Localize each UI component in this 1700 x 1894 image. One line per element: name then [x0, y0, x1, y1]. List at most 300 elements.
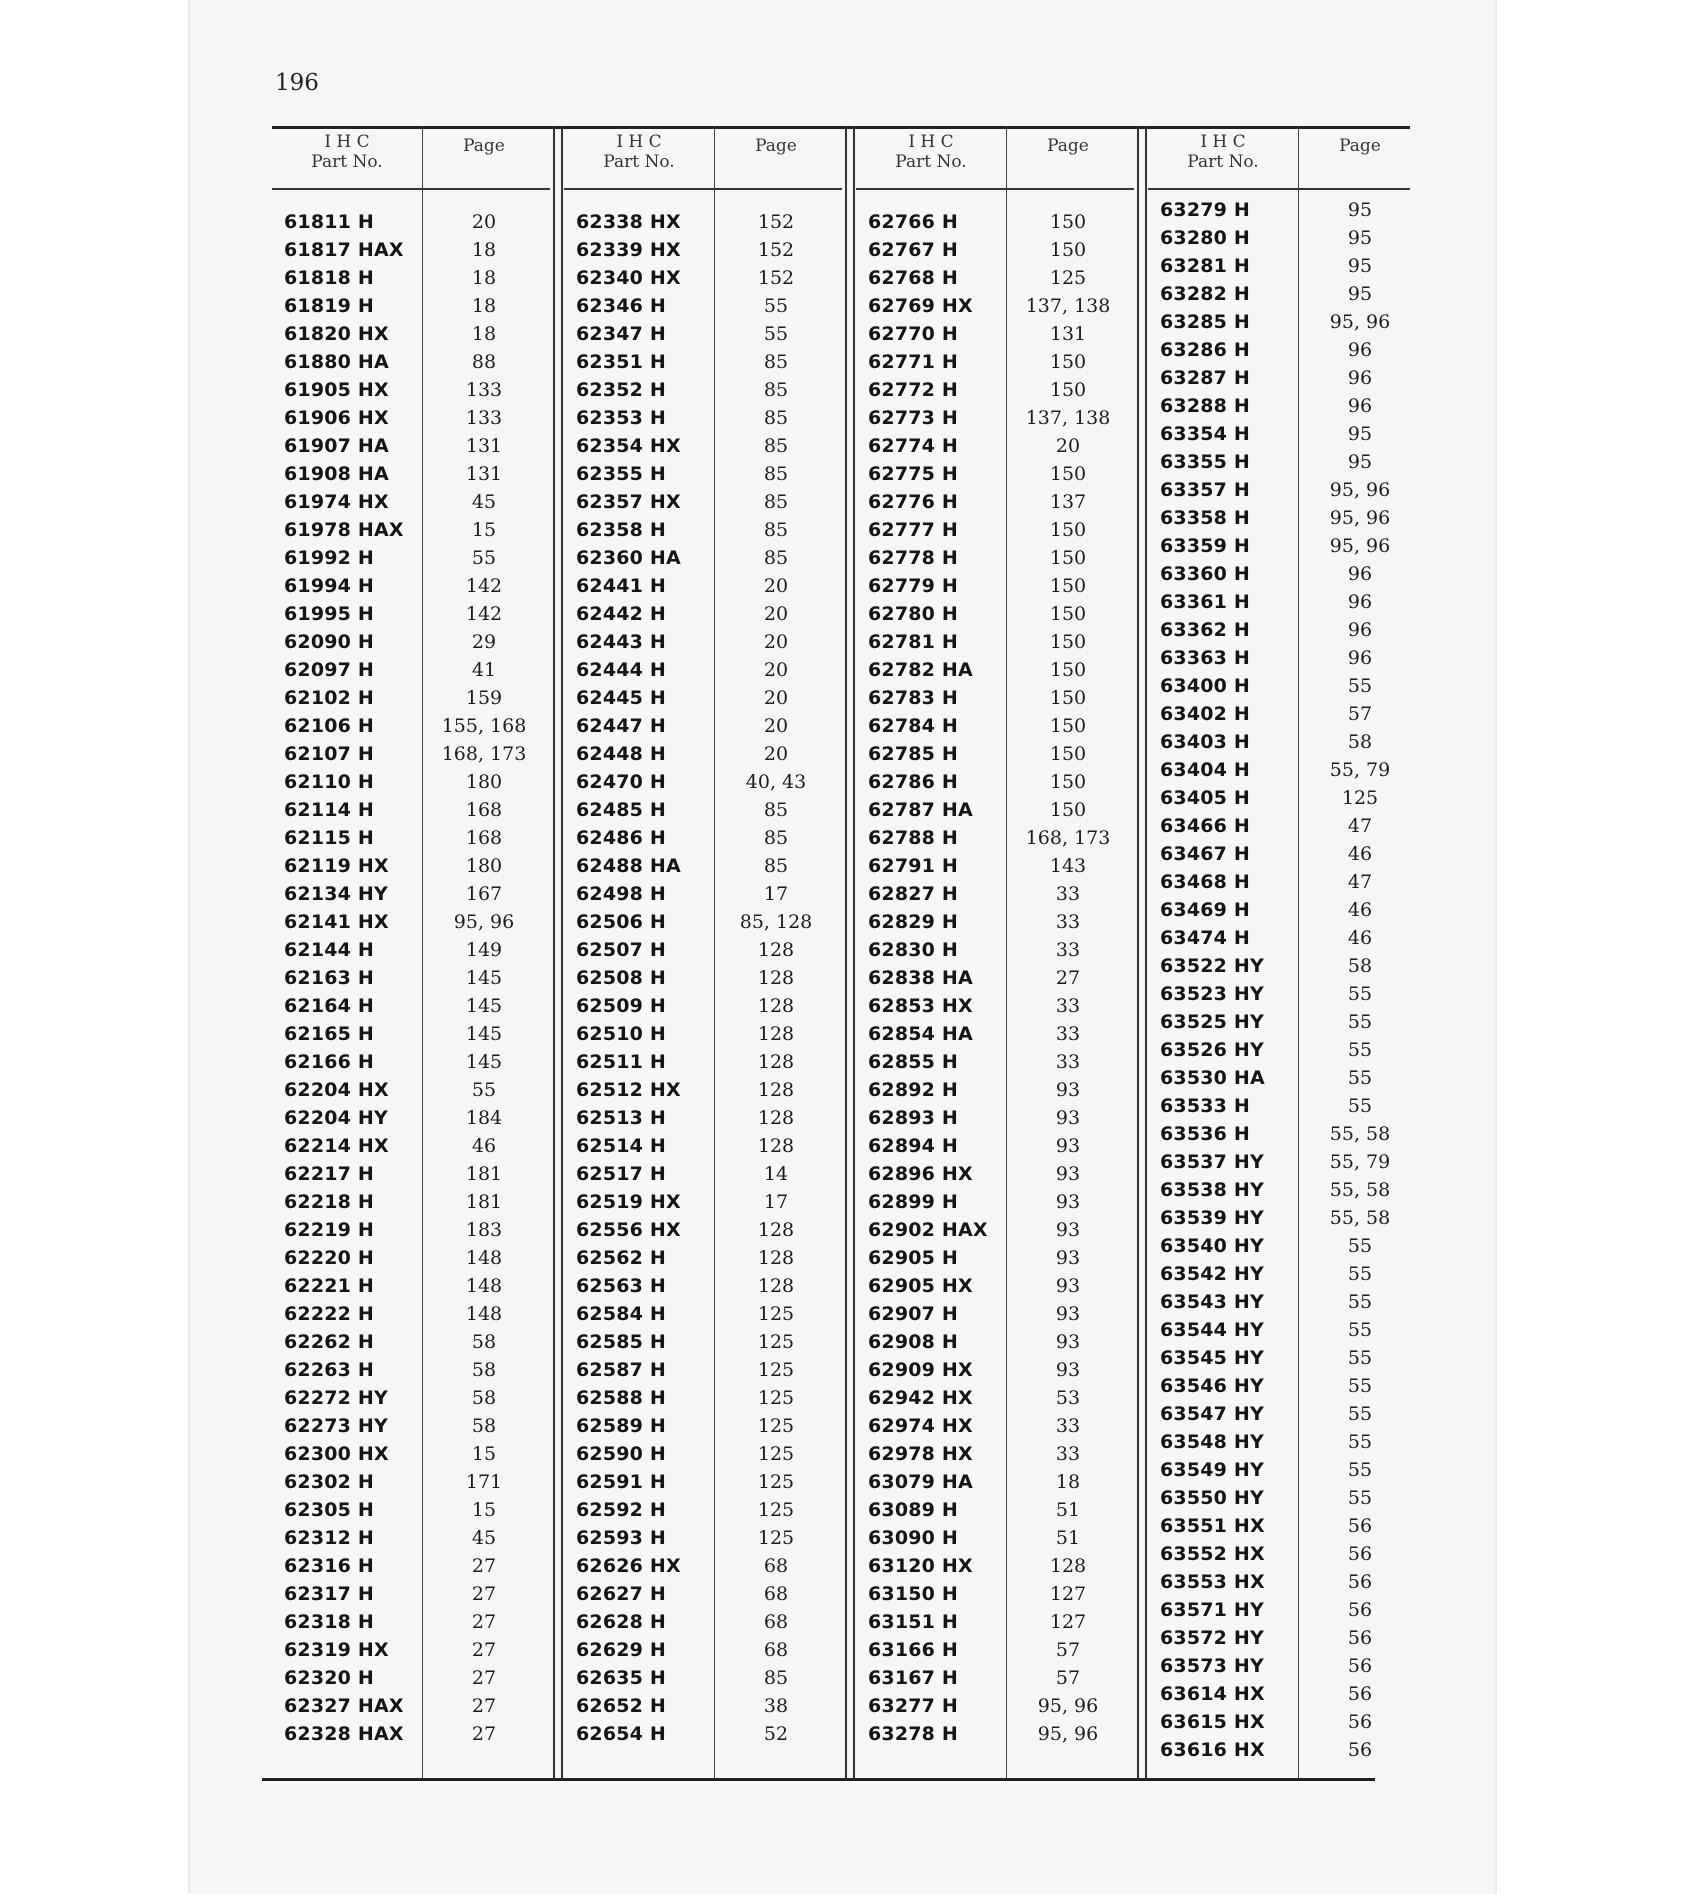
part-number: 62355 H [576, 463, 667, 485]
page-reference: 55 [1347, 983, 1373, 1005]
table-row [272, 236, 550, 264]
part-number: 63151 H [868, 1611, 959, 1633]
part-number: 62896 HX [868, 1163, 973, 1185]
table-row [272, 712, 550, 740]
column-header [856, 126, 1134, 190]
page-reference: 47 [1347, 815, 1373, 837]
page-reference: 133 [465, 407, 503, 429]
page-reference: 33 [1055, 939, 1081, 961]
page-reference: 56 [1347, 1571, 1373, 1593]
table-row [272, 1664, 550, 1692]
page-reference: 127 [1049, 1611, 1087, 1633]
page-reference: 142 [465, 603, 503, 625]
part-number: 63539 HY [1160, 1207, 1264, 1229]
table-row [856, 1048, 1134, 1076]
page-reference: 95, 96 [1329, 535, 1391, 557]
table-row [856, 1636, 1134, 1664]
part-number: 62214 HX [284, 1135, 389, 1157]
table-row [272, 1076, 550, 1104]
page-reference: 85 [763, 547, 789, 569]
page-reference: 55 [1347, 1431, 1373, 1453]
part-number: 62626 HX [576, 1555, 681, 1577]
page-reference: 155, 168 [441, 715, 527, 737]
part-number: 61817 HAX [284, 239, 404, 261]
part-number: 62786 H [868, 771, 959, 793]
page-reference: 95, 96 [453, 911, 515, 933]
table-row [272, 544, 550, 572]
part-number: 62517 H [576, 1163, 667, 1185]
part-number: 62144 H [284, 939, 375, 961]
table-row [856, 712, 1134, 740]
part-number: 63614 HX [1160, 1683, 1265, 1705]
part-number: 62593 H [576, 1527, 667, 1549]
part-number: 63278 H [868, 1723, 959, 1745]
page-reference: 29 [471, 631, 497, 653]
page-reference: 128 [1049, 1555, 1087, 1577]
part-number: 62134 HY [284, 883, 388, 905]
page-reference: 145 [465, 967, 503, 989]
page-reference: 128 [757, 1135, 795, 1157]
page-reference: 33 [1055, 1051, 1081, 1073]
page-reference: 41 [471, 659, 497, 681]
table-row [1148, 896, 1410, 924]
part-number: 62629 H [576, 1639, 667, 1661]
table-row [1148, 980, 1410, 1008]
table-row [272, 264, 550, 292]
page-reference: 17 [763, 883, 789, 905]
block-separator [553, 126, 563, 1778]
table-row [564, 1132, 842, 1160]
part-number: 62654 H [576, 1723, 667, 1745]
part-number: 62354 HX [576, 435, 681, 457]
page-header: Page [1339, 136, 1381, 156]
part-number: 63150 H [868, 1583, 959, 1605]
table-row [272, 992, 550, 1020]
table-row [564, 936, 842, 964]
part-number: 62444 H [576, 659, 667, 681]
table-row [1148, 448, 1410, 476]
part-number: 63549 HY [1160, 1459, 1264, 1481]
page-reference: 125 [757, 1471, 795, 1493]
part-number: 62327 HAX [284, 1695, 404, 1717]
part-number: 62509 H [576, 995, 667, 1017]
table-row [272, 1188, 550, 1216]
table-row [272, 600, 550, 628]
table-row [272, 1440, 550, 1468]
part-number: 62300 HX [284, 1443, 389, 1465]
part-number: 62320 H [284, 1667, 375, 1689]
page-reference: 150 [1049, 547, 1087, 569]
page-reference: 95 [1347, 423, 1373, 445]
page-reference: 68 [763, 1583, 789, 1605]
part-number: 62855 H [868, 1051, 959, 1073]
header-ihc: I H C [1200, 132, 1246, 152]
table-row [272, 488, 550, 516]
table-row [856, 1580, 1134, 1608]
part-number: 62512 HX [576, 1079, 681, 1101]
table-row [1148, 1232, 1410, 1260]
page-reference: 47 [1347, 871, 1373, 893]
table-row [856, 292, 1134, 320]
part-number: 62357 HX [576, 491, 681, 513]
part-number: 62110 H [284, 771, 375, 793]
table-row [856, 1076, 1134, 1104]
page-reference: 55 [1347, 1459, 1373, 1481]
part-number: 62217 H [284, 1163, 375, 1185]
column-header [272, 126, 550, 190]
table-row [1148, 364, 1410, 392]
part-number: 63548 HY [1160, 1431, 1264, 1453]
page-reference: 27 [471, 1639, 497, 1661]
table-row [856, 264, 1134, 292]
part-number: 62508 H [576, 967, 667, 989]
part-number: 61880 HA [284, 351, 389, 373]
table-row [1148, 840, 1410, 868]
part-number: 62974 HX [868, 1415, 973, 1437]
page-reference: 85 [763, 799, 789, 821]
table-row [1148, 420, 1410, 448]
table-row [272, 1552, 550, 1580]
page-reference: 27 [471, 1667, 497, 1689]
part-no-header [564, 132, 714, 172]
part-number: 62784 H [868, 715, 959, 737]
page-reference: 137, 138 [1025, 295, 1111, 317]
page-reference: 55 [1347, 1319, 1373, 1341]
header-ihc: I H C [908, 132, 954, 152]
table-row [564, 1188, 842, 1216]
table-row [564, 1524, 842, 1552]
page-reference: 95 [1347, 199, 1373, 221]
table-row [272, 1132, 550, 1160]
part-no-header [1148, 132, 1298, 172]
page-reference: 58 [471, 1331, 497, 1353]
table-row [856, 852, 1134, 880]
part-number: 62219 H [284, 1219, 375, 1241]
part-number: 62519 HX [576, 1191, 681, 1213]
page-reference: 150 [1049, 351, 1087, 373]
table-row [856, 1244, 1134, 1272]
page-reference: 125 [757, 1331, 795, 1353]
table-row [1148, 1428, 1410, 1456]
part-number: 62588 H [576, 1387, 667, 1409]
table-row [1148, 252, 1410, 280]
page-reference: 33 [1055, 911, 1081, 933]
column-block-4 [1148, 126, 1410, 1778]
page-reference: 95, 96 [1329, 479, 1391, 501]
table-row [1148, 1596, 1410, 1624]
part-number: 62585 H [576, 1331, 667, 1353]
page-reference: 95, 96 [1329, 507, 1391, 529]
part-number: 63545 HY [1160, 1347, 1264, 1369]
page-reference: 38 [763, 1695, 789, 1717]
table-row [564, 880, 842, 908]
table-row [564, 1384, 842, 1412]
part-number: 62316 H [284, 1555, 375, 1577]
page-reference: 125 [757, 1527, 795, 1549]
page-reference: 93 [1055, 1219, 1081, 1241]
part-number: 63474 H [1160, 927, 1251, 949]
table-row [564, 1664, 842, 1692]
table-row [564, 824, 842, 852]
table-row [272, 348, 550, 376]
page-reference: 55 [471, 1079, 497, 1101]
table-row [856, 1720, 1134, 1748]
page-reference: 85 [763, 407, 789, 429]
page-reference: 51 [1055, 1527, 1081, 1549]
table-row [272, 460, 550, 488]
page-reference: 131 [465, 435, 503, 457]
page-reference: 15 [471, 1443, 497, 1465]
part-number: 62445 H [576, 687, 667, 709]
table-row [1148, 1092, 1410, 1120]
page-reference: 150 [1049, 771, 1087, 793]
page-reference: 33 [1055, 1415, 1081, 1437]
part-number: 62220 H [284, 1247, 375, 1269]
page-reference: 20 [763, 743, 789, 765]
part-number: 63281 H [1160, 255, 1251, 277]
part-number: 62114 H [284, 799, 375, 821]
part-number: 62772 H [868, 379, 959, 401]
part-number: 62204 HY [284, 1107, 388, 1129]
table-row [272, 516, 550, 544]
table-row [1148, 1344, 1410, 1372]
part-number: 61908 HA [284, 463, 389, 485]
part-number: 62770 H [868, 323, 959, 345]
part-number: 62830 H [868, 939, 959, 961]
part-number: 62218 H [284, 1191, 375, 1213]
part-number: 62353 H [576, 407, 667, 429]
part-number: 62791 H [868, 855, 959, 877]
table-row [272, 1272, 550, 1300]
table-row [856, 1272, 1134, 1300]
part-number: 62785 H [868, 743, 959, 765]
part-number: 62141 HX [284, 911, 389, 933]
page-reference: 125 [757, 1303, 795, 1325]
part-number: 62628 H [576, 1611, 667, 1633]
table-row [856, 600, 1134, 628]
part-number: 62776 H [868, 491, 959, 513]
table-row [1148, 756, 1410, 784]
part-number: 62589 H [576, 1415, 667, 1437]
table-row [272, 628, 550, 656]
page-reference: 58 [1347, 731, 1373, 753]
parts-index-table [272, 126, 1410, 1781]
part-number: 63523 HY [1160, 983, 1264, 1005]
table-row [272, 1692, 550, 1720]
page-reference: 96 [1347, 367, 1373, 389]
table-row [564, 600, 842, 628]
part-number: 62164 H [284, 995, 375, 1017]
table-row [564, 1496, 842, 1524]
page-reference: 93 [1055, 1079, 1081, 1101]
page-reference: 55 [1347, 1235, 1373, 1257]
part-number: 63090 H [868, 1527, 959, 1549]
page-reference: 58 [471, 1415, 497, 1437]
part-number: 62782 HA [868, 659, 973, 681]
part-number: 62942 HX [868, 1387, 973, 1409]
page-reference: 46 [471, 1135, 497, 1157]
part-number: 61818 H [284, 267, 375, 289]
table-row [856, 516, 1134, 544]
page-reference: 96 [1347, 619, 1373, 641]
table-row [272, 1412, 550, 1440]
table-row [564, 1468, 842, 1496]
page-reference: 53 [1055, 1387, 1081, 1409]
page-reference: 20 [763, 687, 789, 709]
part-number: 62447 H [576, 715, 667, 737]
table-row [1148, 728, 1410, 756]
part-number: 63279 H [1160, 199, 1251, 221]
part-number: 63166 H [868, 1639, 959, 1661]
table-row [1148, 280, 1410, 308]
page-reference: 95 [1347, 227, 1373, 249]
page-reference: 133 [465, 379, 503, 401]
part-number: 62272 HY [284, 1387, 388, 1409]
page-reference: 150 [1049, 463, 1087, 485]
page-reference: 56 [1347, 1515, 1373, 1537]
page-reference: 55 [1347, 1487, 1373, 1509]
page-reference: 181 [465, 1163, 503, 1185]
part-number: 62514 H [576, 1135, 667, 1157]
table-row [564, 740, 842, 768]
table-row [272, 1720, 550, 1748]
block-separator [1137, 126, 1147, 1778]
part-number: 63359 H [1160, 535, 1251, 557]
page-reference: 56 [1347, 1655, 1373, 1677]
page-reference: 20 [763, 715, 789, 737]
table-row [272, 908, 550, 936]
table-row [1148, 924, 1410, 952]
page-reference: 85 [763, 379, 789, 401]
page-reference: 33 [1055, 1023, 1081, 1045]
table-row [856, 1300, 1134, 1328]
header-ihc: I H C [616, 132, 662, 152]
table-row [856, 236, 1134, 264]
page-reference: 184 [465, 1107, 503, 1129]
table-row [272, 880, 550, 908]
header-part-no: Part No. [311, 152, 383, 172]
page-reference: 168 [465, 799, 503, 821]
table-row [1148, 1456, 1410, 1484]
table-row [564, 404, 842, 432]
page-reference: 152 [757, 211, 795, 233]
table-row [856, 320, 1134, 348]
part-number: 63550 HY [1160, 1487, 1264, 1509]
page-reference: 95, 96 [1037, 1695, 1099, 1717]
page-reference: 150 [1049, 715, 1087, 737]
table-row [564, 236, 842, 264]
part-number: 63467 H [1160, 843, 1251, 865]
table-row [272, 1636, 550, 1664]
part-number: 62358 H [576, 519, 667, 541]
page-reference: 93 [1055, 1135, 1081, 1157]
page-reference: 85, 128 [739, 911, 813, 933]
table-row [564, 1160, 842, 1188]
page-reference: 46 [1347, 899, 1373, 921]
table-row [856, 572, 1134, 600]
table-row [272, 1300, 550, 1328]
page-reference: 18 [471, 295, 497, 317]
page-reference: 150 [1049, 239, 1087, 261]
page-reference: 85 [763, 351, 789, 373]
part-number: 63543 HY [1160, 1291, 1264, 1313]
page-reference: 57 [1055, 1667, 1081, 1689]
part-number: 62470 H [576, 771, 667, 793]
part-number: 62787 HA [868, 799, 973, 821]
part-number: 62119 HX [284, 855, 389, 877]
page-reference: 180 [465, 855, 503, 877]
table-row [564, 348, 842, 376]
page-reference: 20 [763, 659, 789, 681]
page-reference: 68 [763, 1639, 789, 1661]
part-number: 63525 HY [1160, 1011, 1264, 1033]
page-reference: 95 [1347, 255, 1373, 277]
table-row [1148, 1064, 1410, 1092]
header-part-no: Part No. [603, 152, 675, 172]
page-reference: 85 [763, 855, 789, 877]
table-row [1148, 672, 1410, 700]
table-row [856, 740, 1134, 768]
page-reference: 27 [471, 1695, 497, 1717]
part-number: 62783 H [868, 687, 959, 709]
page-reference: 131 [1049, 323, 1087, 345]
page-reference: 85 [763, 1667, 789, 1689]
part-number: 62318 H [284, 1611, 375, 1633]
part-number: 62221 H [284, 1275, 375, 1297]
table-row [856, 1468, 1134, 1496]
page-reference: 128 [757, 1051, 795, 1073]
page-reference: 93 [1055, 1191, 1081, 1213]
part-number: 61974 HX [284, 491, 389, 513]
table-row [564, 292, 842, 320]
part-number: 62905 HX [868, 1275, 973, 1297]
table-row [564, 208, 842, 236]
page-reference: 152 [757, 239, 795, 261]
page-reference: 167 [465, 883, 503, 905]
column-block-3 [856, 126, 1134, 1778]
table-row [856, 1440, 1134, 1468]
page-reference: 128 [757, 1275, 795, 1297]
part-number: 62498 H [576, 883, 667, 905]
part-number: 62769 HX [868, 295, 973, 317]
table-row [564, 488, 842, 516]
part-number: 62556 HX [576, 1219, 681, 1241]
page-reference: 93 [1055, 1107, 1081, 1129]
part-number: 62340 HX [576, 267, 681, 289]
page-reference: 125 [757, 1499, 795, 1521]
rows [1148, 196, 1410, 1764]
part-number: 62652 H [576, 1695, 667, 1717]
table-row [564, 1580, 842, 1608]
table-row [1148, 1652, 1410, 1680]
part-number: 62443 H [576, 631, 667, 653]
table-row [1148, 1708, 1410, 1736]
page-reference: 150 [1049, 379, 1087, 401]
part-number: 62780 H [868, 603, 959, 625]
part-number: 63363 H [1160, 647, 1251, 669]
part-number: 62441 H [576, 575, 667, 597]
part-number: 61820 HX [284, 323, 389, 345]
table-row [272, 684, 550, 712]
part-number: 62771 H [868, 351, 959, 373]
table-row [856, 964, 1134, 992]
table-row [272, 1216, 550, 1244]
table-row [1148, 1316, 1410, 1344]
page-reference: 14 [763, 1163, 789, 1185]
page-reference: 55 [1347, 1011, 1373, 1033]
part-number: 63537 HY [1160, 1151, 1264, 1173]
table-row [272, 1384, 550, 1412]
